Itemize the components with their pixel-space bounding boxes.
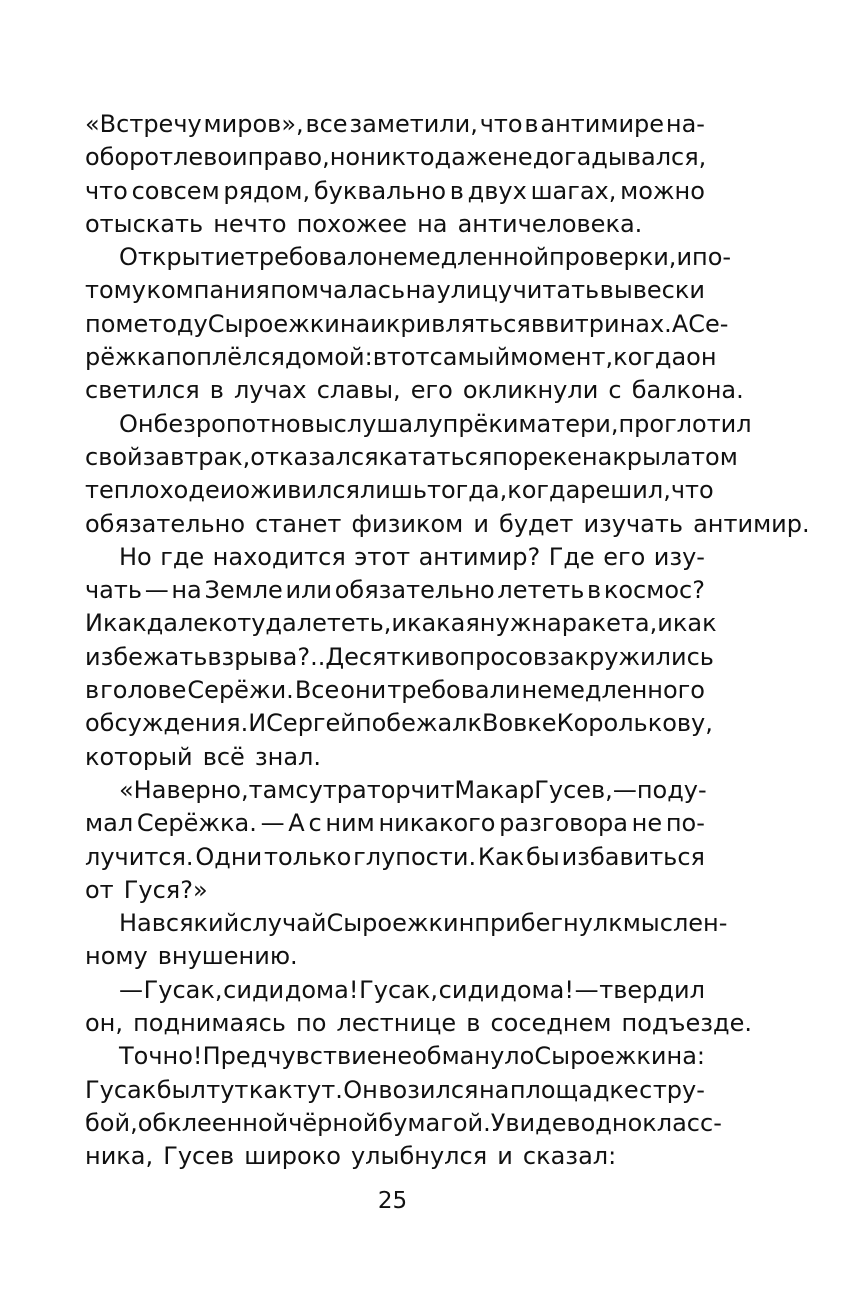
text-line (85, 474, 714, 507)
word: лучах (233, 376, 307, 405)
word: дома! (500, 975, 574, 1004)
word: Как (477, 842, 525, 871)
word: по (492, 442, 523, 471)
word: реке (522, 442, 582, 471)
word: Королькову, (556, 709, 713, 738)
text-line (85, 841, 705, 874)
word: изу- (653, 542, 705, 571)
word: Земле (204, 576, 283, 605)
word: Сыроежкина: (534, 1042, 705, 1071)
word: обклеенной (137, 1108, 289, 1137)
word: и (657, 609, 673, 638)
word: разговора (499, 809, 628, 838)
word: Точно! (119, 1042, 203, 1071)
word: чать (85, 576, 143, 605)
book-page-body (85, 108, 810, 1174)
word: Где (548, 542, 595, 571)
word: обмануло (412, 1042, 535, 1071)
word: по (296, 1009, 327, 1038)
word: тот (386, 343, 430, 372)
word: однокласс- (580, 1108, 722, 1137)
word: в (85, 676, 100, 705)
word: Гусак (85, 1075, 157, 1104)
word: торчит (366, 775, 455, 804)
text-line (85, 641, 714, 674)
word: далеко (146, 609, 238, 638)
page-number: 25 (377, 1188, 408, 1214)
word: заметили, (349, 110, 478, 138)
word: что (670, 476, 714, 505)
word: глупости. (353, 842, 477, 871)
word: взрыва?.. (207, 642, 326, 671)
text-line (85, 175, 705, 208)
word: знал. (254, 742, 322, 771)
word: двух (467, 176, 527, 205)
word: тру- (652, 1075, 705, 1104)
word: на (171, 576, 202, 605)
word: Гусев, (534, 775, 613, 804)
word: выслушал (300, 409, 429, 438)
text-line (85, 341, 717, 374)
word: туда (237, 609, 297, 638)
word: к (467, 709, 483, 738)
word: как (672, 609, 717, 638)
word: в (372, 343, 387, 372)
word: А (288, 809, 305, 838)
word: нужна (479, 609, 562, 638)
word: — (144, 576, 169, 605)
word: — (119, 975, 143, 1004)
word: светился (85, 376, 200, 405)
word: но (329, 143, 361, 172)
word: в (209, 376, 224, 405)
word: Но (119, 542, 152, 571)
text-line (85, 907, 728, 940)
text-line (85, 707, 713, 740)
word: на (478, 1075, 510, 1104)
word: внушению. (157, 942, 298, 971)
word: лево (173, 143, 233, 172)
word: был (156, 1075, 206, 1104)
word: не (381, 1042, 413, 1071)
text-line (85, 574, 705, 607)
word: подъезде. (621, 1009, 752, 1038)
text-line (85, 241, 732, 274)
word: компания (146, 276, 270, 305)
word: Он (119, 409, 154, 438)
word: в (587, 576, 602, 605)
word: его (410, 376, 453, 405)
text-line (85, 1140, 705, 1173)
text-line (85, 940, 705, 973)
word: не (502, 143, 533, 172)
word: этот (354, 542, 411, 571)
word: можно (620, 176, 705, 205)
word: с (639, 1075, 653, 1104)
word: методу (115, 309, 208, 338)
text-line (85, 541, 705, 574)
word: как (102, 609, 147, 638)
word: изучать (583, 509, 684, 538)
word: сиди (223, 975, 285, 1004)
word: свой (85, 442, 143, 471)
word: ракета, (561, 609, 658, 638)
word: отыскать (85, 209, 204, 238)
word: Сергей (266, 709, 356, 738)
word: и (219, 476, 236, 505)
text-line (85, 974, 705, 1007)
word: Открытие (119, 243, 245, 272)
word: космос? (603, 576, 705, 605)
word: теплоходе (85, 476, 220, 505)
text-line (85, 807, 705, 840)
word: с (295, 775, 309, 804)
word: даже (434, 143, 503, 172)
word: к (608, 909, 623, 938)
word: кривляться (385, 309, 531, 338)
word: упрёки (428, 409, 519, 438)
word: Гусев (163, 1142, 235, 1171)
word: И (85, 609, 103, 638)
word: площадке (509, 1075, 639, 1104)
word: немедленной (377, 243, 549, 272)
word: какая (406, 609, 480, 638)
word: в (524, 110, 539, 138)
word: Предчувствие (202, 1042, 382, 1071)
word: матери, (518, 409, 619, 438)
text-line (85, 874, 705, 907)
word: находится (212, 542, 346, 571)
word: будет (499, 509, 574, 538)
word: лететь, (296, 609, 392, 638)
text-line (85, 408, 752, 441)
word: Макар (454, 775, 535, 804)
text-line (85, 1107, 722, 1140)
word: он, (85, 1009, 124, 1038)
word: с (308, 809, 322, 838)
word: догадывался, (532, 143, 707, 172)
word: избавиться (561, 842, 705, 871)
word: Вовке (482, 709, 557, 738)
text-line (85, 374, 744, 407)
text-line (85, 508, 810, 541)
word: с (608, 376, 622, 405)
word: окликнули (462, 376, 599, 405)
word: тут (206, 1075, 249, 1104)
word: когда (507, 476, 581, 505)
word: его (603, 542, 646, 571)
word: «Встречу (85, 110, 202, 138)
word: поду- (636, 775, 707, 804)
word: вопросов (430, 642, 548, 671)
word: бумагой. (378, 1108, 491, 1137)
word: миров», (203, 110, 304, 138)
word: как (248, 1075, 293, 1104)
text-line (85, 674, 705, 707)
word: поплёлся (165, 343, 285, 372)
word: помчалась (270, 276, 406, 305)
word: на (417, 209, 448, 238)
word: витринах. (545, 309, 672, 338)
word: славы, (316, 376, 401, 405)
word: Все (294, 676, 340, 705)
word: тому (85, 276, 146, 305)
word: все (305, 110, 348, 138)
word: обязательно (85, 509, 245, 538)
word: от (85, 875, 114, 904)
text-line (85, 141, 705, 174)
word: никакого (378, 809, 496, 838)
word: лучится. (85, 842, 194, 871)
text-line (85, 774, 705, 807)
word: поднимаясь (133, 1009, 286, 1038)
word: ника, (85, 1142, 154, 1171)
word: чёрной (288, 1108, 379, 1137)
word: Серёжка. (136, 809, 257, 838)
word: только (264, 842, 352, 871)
word: что (85, 176, 128, 205)
text-line (85, 108, 705, 141)
word: соседнем (490, 1009, 612, 1038)
word: античеловека. (457, 209, 643, 238)
word: Десятки (325, 642, 431, 671)
word: балкона. (631, 376, 744, 405)
text-line (85, 308, 729, 341)
word: дома! (284, 975, 359, 1004)
word: закружились (547, 642, 714, 671)
word: похожее (296, 209, 408, 238)
word: кататься (378, 442, 493, 471)
word: избежать (85, 642, 208, 671)
word: или (285, 576, 333, 605)
word: прибегнул (474, 909, 609, 938)
word: проверки, (548, 243, 677, 272)
word: завтрак, (142, 442, 251, 471)
word: Он (343, 1075, 378, 1104)
word: совсем (131, 176, 220, 205)
word: на- (665, 110, 705, 138)
word: немедленного (521, 676, 705, 705)
word: — (574, 975, 599, 1004)
word: и (473, 509, 489, 538)
word: обсуждения. (85, 709, 249, 738)
word: в (466, 1009, 481, 1038)
word: ному (85, 942, 148, 971)
word: там (248, 775, 296, 804)
word: улыбнулся (350, 1142, 488, 1171)
word: Серёжи. (187, 676, 294, 705)
word: бой, (85, 1108, 138, 1137)
word: крылатом (612, 442, 738, 471)
word: самый (429, 343, 511, 372)
word: по (85, 309, 116, 338)
word: и (391, 609, 407, 638)
word: обязательно (334, 576, 495, 605)
word: на (581, 442, 613, 471)
word: — (612, 775, 637, 804)
word: — (260, 809, 285, 838)
word: случай (239, 909, 327, 938)
text-line (85, 441, 738, 474)
word: Гуся?» (123, 875, 208, 904)
word: тогда, (427, 476, 508, 505)
word: Гусак, (143, 975, 223, 1004)
word: по- (692, 243, 732, 272)
word: лететь (497, 576, 585, 605)
text-line (85, 1007, 752, 1040)
word: нечто (213, 209, 287, 238)
text-line (85, 1040, 705, 1073)
word: лестнице (336, 1009, 457, 1038)
word: твердил (599, 975, 705, 1004)
word: широко (244, 1142, 341, 1171)
word: ним (325, 809, 375, 838)
word: голове (100, 676, 187, 705)
word: решил, (580, 476, 671, 505)
text-line (85, 1074, 705, 1107)
word: Сыроежкин (326, 909, 475, 938)
word: станет (255, 509, 342, 538)
word: тут. (293, 1075, 343, 1104)
word: и (676, 243, 693, 272)
word: оживился (235, 476, 360, 505)
word: возился (378, 1075, 479, 1104)
word: требовали (387, 676, 521, 705)
word: На (119, 909, 152, 938)
word: антимир? (418, 542, 541, 571)
word: антимир. (693, 509, 810, 538)
word: всякий (151, 909, 240, 938)
word: читать (512, 276, 600, 305)
word: А (671, 309, 689, 338)
word: Одни (195, 842, 263, 871)
word: где (160, 542, 205, 571)
word: на (405, 276, 436, 305)
word: мыслен- (622, 909, 728, 938)
word: антимире (540, 110, 665, 138)
word: сиди (438, 975, 500, 1004)
text-line (85, 274, 705, 307)
word: И (248, 709, 267, 738)
word: буквально (313, 176, 447, 205)
word: не (631, 809, 663, 838)
word: всё (202, 742, 245, 771)
word: рёжка (85, 343, 166, 372)
word: они (340, 676, 387, 705)
word: физиком (351, 509, 464, 538)
word: отказался (250, 442, 379, 471)
word: вывески (599, 276, 705, 305)
word: Сыроежкина (207, 309, 371, 338)
word: требовало (244, 243, 378, 272)
word: побежал (355, 709, 468, 738)
word: шагах, (530, 176, 617, 205)
word: мал (85, 809, 134, 838)
word: что (479, 110, 523, 138)
word: утра (308, 775, 367, 804)
word: по- (665, 809, 705, 838)
word: который (85, 742, 193, 771)
word: «Наверно, (119, 775, 249, 804)
word: рядом, (223, 176, 311, 205)
word: право, (247, 143, 330, 172)
word: безропотно (153, 409, 301, 438)
word: Увидев (490, 1108, 581, 1137)
word: Се- (688, 309, 729, 338)
word: домой: (284, 343, 373, 372)
word: когда (613, 343, 687, 372)
word: сказал: (522, 1142, 617, 1171)
text-line (85, 741, 705, 774)
word: бы (526, 842, 560, 871)
text-line (85, 607, 717, 640)
word: он (686, 343, 717, 372)
text-line (85, 208, 705, 241)
word: Гусак, (359, 975, 439, 1004)
word: улицу (436, 276, 513, 305)
word: в (449, 176, 464, 205)
word: лишь (359, 476, 427, 505)
word: проглотил (618, 409, 752, 438)
word: никто (360, 143, 435, 172)
word: и (370, 309, 386, 338)
word: и (232, 143, 248, 172)
word: оборот (85, 143, 174, 172)
word: и (497, 1142, 513, 1171)
word: в (530, 309, 546, 338)
word: момент, (510, 343, 614, 372)
